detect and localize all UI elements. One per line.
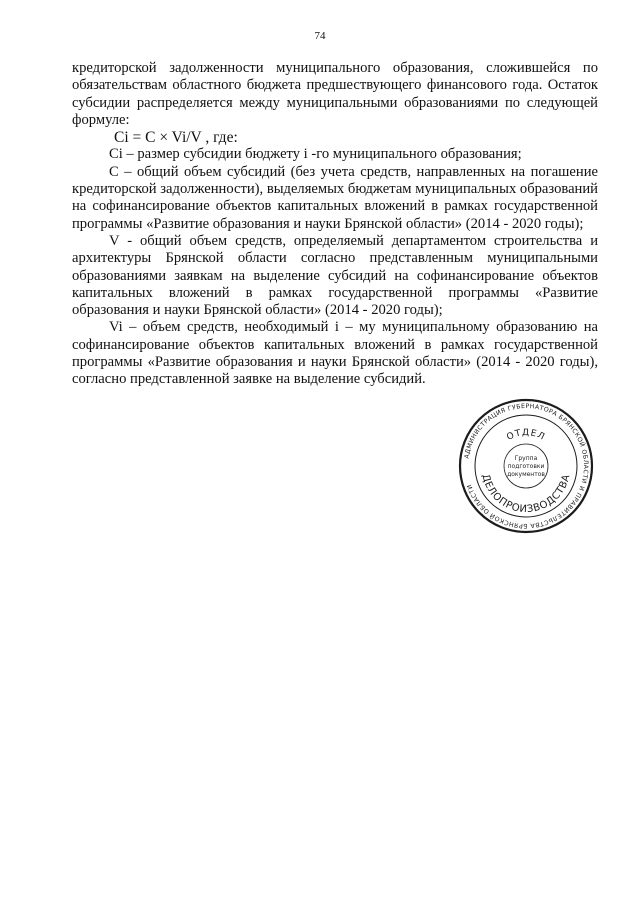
body-text [72,60,598,389]
stamp-outer-text: АДМИНИСТРАЦИЯ ГУБЕРНАТОРА БРЯНСКОЙ ОБЛАСТИ И ПРАВИТЕЛЬСТВА БРЯНСКОЙ ОБЛАСТИ [463,402,590,530]
definition-vi: Vi – объем средств, необходимый i – му муниципальному образованию на софинансирование объектов капитальных вложений в рамках государственной программы «Развитие образования и науки Брянской области» (2014 - 2020 годы), согласно представленной заявке на выделение субсидий. [72,319,598,388]
stamp-center-line-2: подготовки [507,463,545,470]
official-stamp [456,396,596,536]
stamp-center-line-1: Группа [514,455,538,462]
definition-v: V - общий объем средств, определяемый департаментом строительства и архитектуры Брянской области согласно представленным муниципальными образованиями заявкам на выделение субсидий на софинансирование объектов капитальных вложений в рамках государственной программы «Развитие образования и науки Брянской области» (2014 - 2020 годы); [72,232,598,319]
definition-c: C – общий объем субсидий (без учета средств, направленных на погашение кредиторской задолженности), выделяемых бюджетам муниципальных образований на софинансирование объектов капитальных вложений в рамках государственной программы «Развитие образования и науки Брянской области» (2014 - 2020 годы); [72,163,598,232]
formula: Ci = C × Vi/V , где: [114,129,238,147]
definition-ci: Ci – размер субсидии бюджету i -го муниципального образования; [109,146,522,163]
paragraph-1: кредиторской задолженности муниципального образования, сложившейся по обязательствам областного бюджета предшествующего финансового года. Остаток субсидии распределяется между муниципальными образованиями по следующей формуле: [72,60,598,128]
stamp-top-text: ОТДЕЛ [505,428,547,443]
stamp-bottom-text: ДЕЛОПРОИЗВОДСТВА [479,473,573,516]
page-number: 74 [314,30,326,42]
stamp-center-line-3: документов [507,471,545,478]
